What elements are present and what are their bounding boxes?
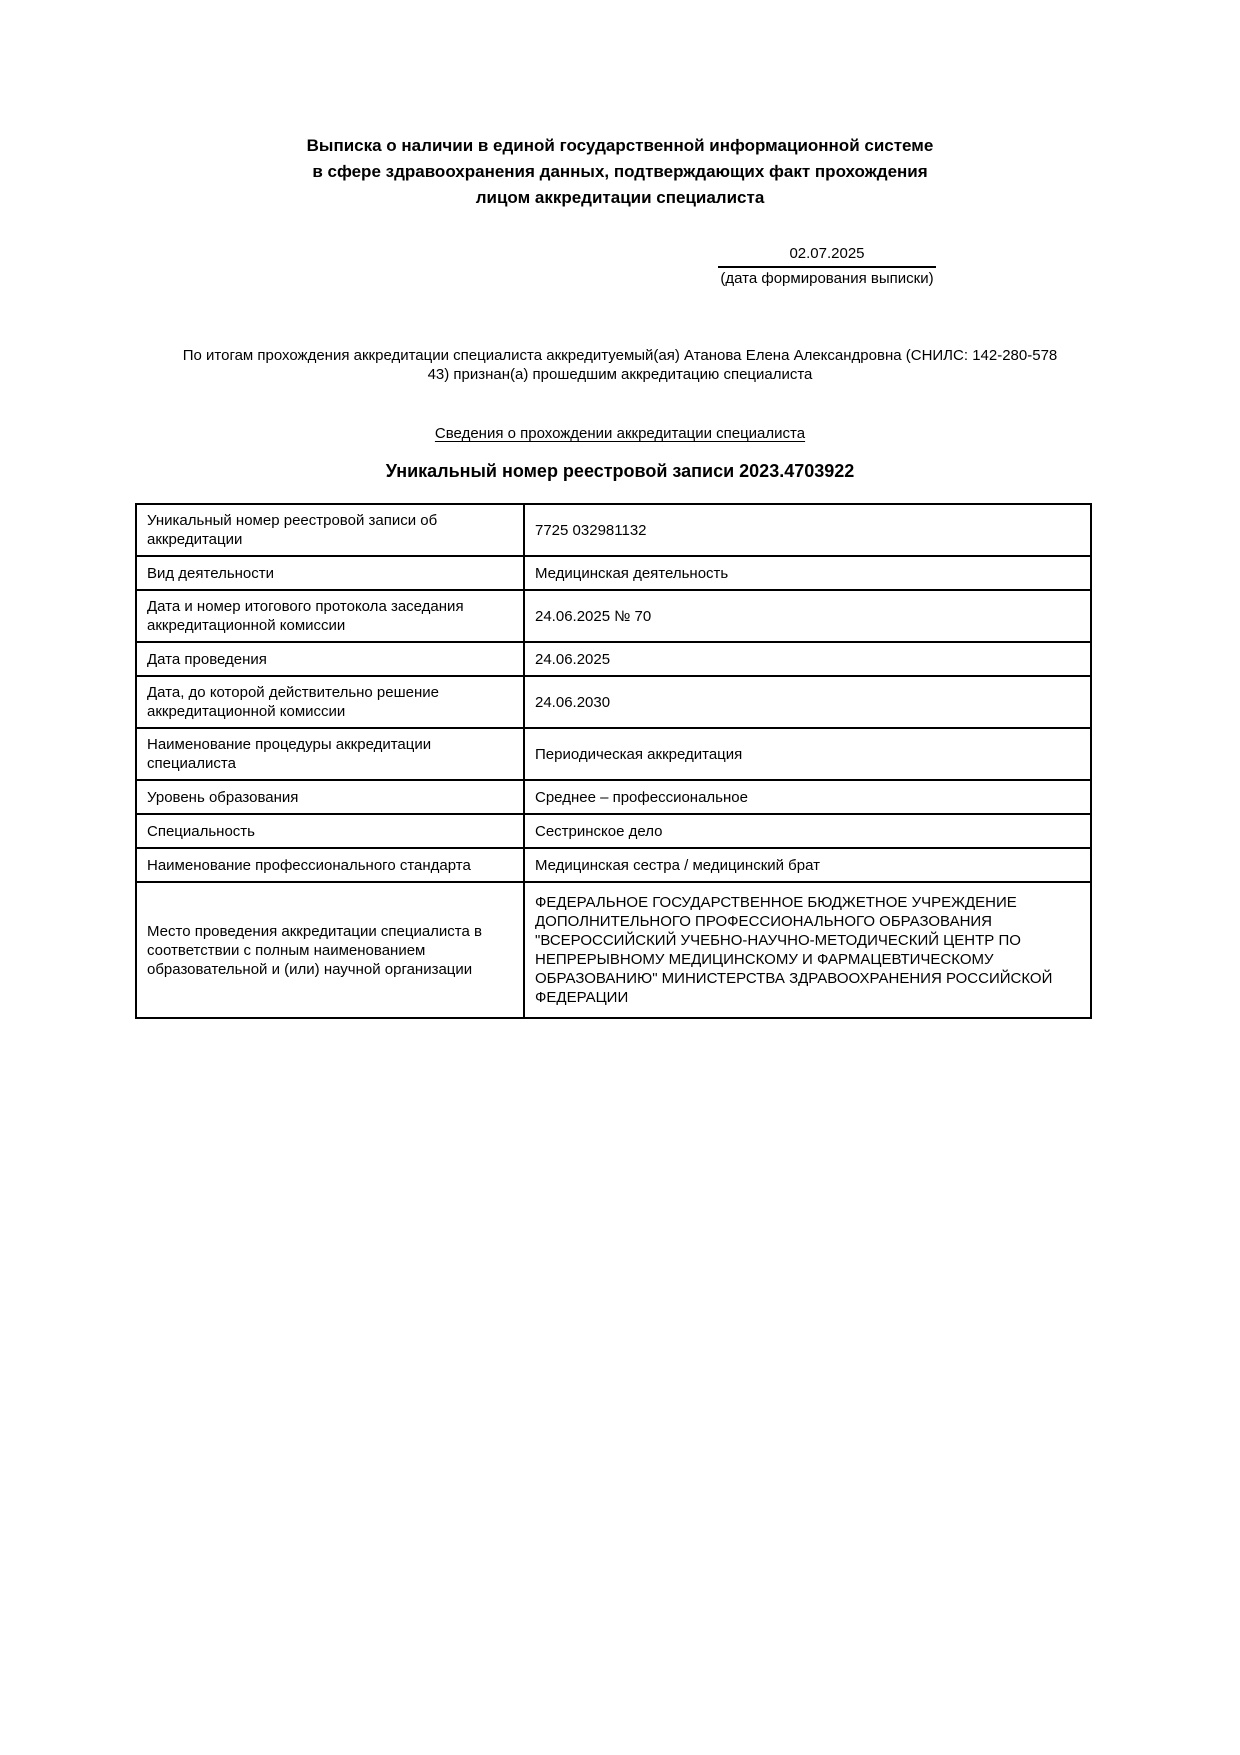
intro-paragraph: По итогам прохождения аккредитации специалиста аккредитуемый(ая) Атанова Елена Александровна (СНИЛС: 142-280-578 43) признан(а) прошедшим аккредитацию специалиста	[182, 347, 1058, 383]
row-value: Медицинская сестра / медицинский брат	[524, 848, 1091, 882]
table-row	[136, 780, 1091, 814]
row-label: Дата, до которой действительно решение аккредитационной комиссии	[136, 676, 524, 728]
table-row	[136, 814, 1091, 848]
row-value: Среднее – профессиональное	[524, 780, 1091, 814]
row-value: 7725 032981132	[524, 504, 1091, 556]
table-row	[136, 556, 1091, 590]
row-label: Место проведения аккредитации специалиста в соответствии с полным наименованием образовательной и (или) научной организации	[136, 882, 524, 1018]
row-label: Уникальный номер реестровой записи об аккредитации	[136, 504, 524, 556]
extract-date: 02.07.2025	[718, 245, 936, 268]
table-row	[136, 728, 1091, 780]
row-value: 24.06.2025 № 70	[524, 590, 1091, 642]
table-row	[136, 882, 1091, 1018]
accreditation-table	[135, 503, 1092, 1019]
row-label: Уровень образования	[136, 780, 524, 814]
row-value: 24.06.2025	[524, 642, 1091, 676]
registry-number-heading: Уникальный номер реестровой записи 2023.4703922	[385, 461, 855, 481]
row-value: Периодическая аккредитация	[524, 728, 1091, 780]
table-row	[136, 504, 1091, 556]
extract-date-caption: (дата формирования выписки)	[720, 270, 934, 287]
table-row	[136, 590, 1091, 642]
row-value: Сестринское дело	[524, 814, 1091, 848]
row-value: ФЕДЕРАЛЬНОЕ ГОСУДАРСТВЕННОЕ БЮДЖЕТНОЕ УЧРЕЖДЕНИЕ ДОПОЛНИТЕЛЬНОГО ПРОФЕССИОНАЛЬНОГО ОБРАЗОВАНИЯ "ВСЕРОССИЙСКИЙ УЧЕБНО-НАУЧНО-МЕТОДИЧЕСКИЙ ЦЕНТР ПО НЕПРЕРЫВНОМУ МЕДИЦИНСКОМУ И ФАРМАЦЕВТИЧЕСКОМУ ОБРАЗОВАНИЮ" МИНИСТЕРСТВА ЗДРАВООХРАНЕНИЯ РОССИЙСКОЙ ФЕДЕРАЦИИ	[524, 882, 1091, 1018]
row-label: Дата проведения	[136, 642, 524, 676]
row-label: Специальность	[136, 814, 524, 848]
table-row	[136, 848, 1091, 882]
date-block	[718, 245, 936, 288]
row-label: Наименование профессионального стандарта	[136, 848, 524, 882]
row-label: Наименование процедуры аккредитации специалиста	[136, 728, 524, 780]
table-row	[136, 676, 1091, 728]
row-label: Дата и номер итогового протокола заседания аккредитационной комиссии	[136, 590, 524, 642]
document-title: Выписка о наличии в единой государственной информационной системе в сфере здравоохранения данных, подтверждающих факт прохождения лицом аккредитации специалиста	[306, 136, 934, 207]
row-value: Медицинская деятельность	[524, 556, 1091, 590]
row-value: 24.06.2030	[524, 676, 1091, 728]
row-label: Вид деятельности	[136, 556, 524, 590]
section-heading: Сведения о прохождении аккредитации специалиста	[434, 425, 806, 442]
table-row	[136, 642, 1091, 676]
